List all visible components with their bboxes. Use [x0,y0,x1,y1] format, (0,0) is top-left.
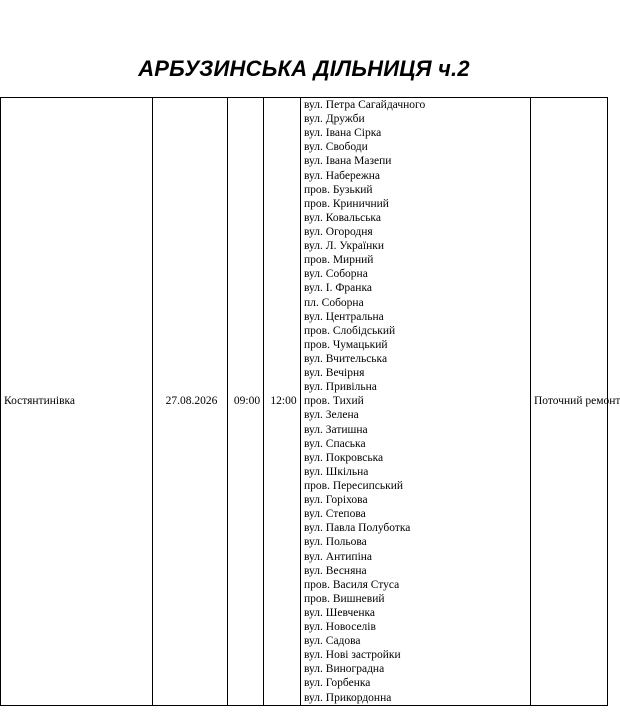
street-item: вул. Л. Українки [304,240,384,253]
street-item: вул. Павла Полуботка [304,522,411,535]
date-cell: 27.08.2026 [153,98,228,706]
street-item: вул. Зелена [304,409,359,422]
street-item: вул. Спаська [304,437,366,450]
street-item: вул. Покровська [304,451,384,464]
street-item: вул. Горбенка [304,677,371,690]
table-row [1,98,608,706]
reason-text: Поточний ремонт [534,394,620,407]
street-item: вул. Шкільна [304,465,369,478]
street-item: вул. Петра Сагайдачного [304,99,426,111]
street-item: пров. Чумацький [304,338,388,351]
street-item: вул. Виноградна [304,663,385,676]
settlement-cell: Костянтинівка [1,98,153,706]
street-item: пров. Тихий [304,395,364,408]
street-item: вул. І. Франка [304,282,372,295]
street-item: пров. Василя Стуса [304,578,400,591]
time-from-cell: 09:00 [228,98,264,706]
street-item: пров. Слобідський [304,324,396,337]
street-item: пров. Вишневий [304,592,385,605]
street-item: вул. Антипіна [304,550,373,563]
reason-cell [531,98,620,706]
time-to-cell: 12:00 [264,98,301,706]
street-item: вул. Новоселів [304,621,376,634]
street-item: вул. Прикордонна [304,691,392,704]
street-list [304,98,530,705]
street-item: вул. Садова [304,635,361,648]
street-item: вул. Свободи [304,141,368,154]
street-item: вул. Шевченка [304,606,376,619]
streets-cell [301,98,531,706]
street-item: вул. Дружби [304,113,365,126]
street-item: пров. Пересипський [304,479,404,492]
outage-schedule-table [0,97,620,706]
street-item: вул. Соборна [304,268,368,281]
street-item: вул. Степова [304,508,366,521]
street-item: вул. Івана Сірка [304,127,382,140]
street-item: вул. Ковальська [304,211,381,224]
street-item: вул. Нові застройки [304,649,401,662]
street-item: вул. Привільна [304,381,377,394]
street-item: вул. Огородня [304,225,373,238]
street-item: пров. Мирний [304,254,374,267]
street-item: вул. Вчительська [304,352,388,365]
street-item: пров. Бузький [304,183,373,196]
page-title: АРБУЗИНСЬКА ДІЛЬНИЦЯ ч.2 [138,56,470,81]
street-item: вул. Польова [304,536,367,549]
street-item: вул. Центральна [304,310,384,323]
street-item: вул. Весняна [304,564,367,577]
street-item: пров. Криничний [304,197,389,210]
street-item: вул. Набережна [304,169,381,182]
street-item: вул. Івана Мазепи [304,155,392,168]
street-item: пл. Соборна [304,296,364,309]
street-item: вул. Вечірня [304,367,365,380]
street-item: вул. Затишна [304,423,368,436]
street-item: вул. Горіхова [304,494,368,507]
